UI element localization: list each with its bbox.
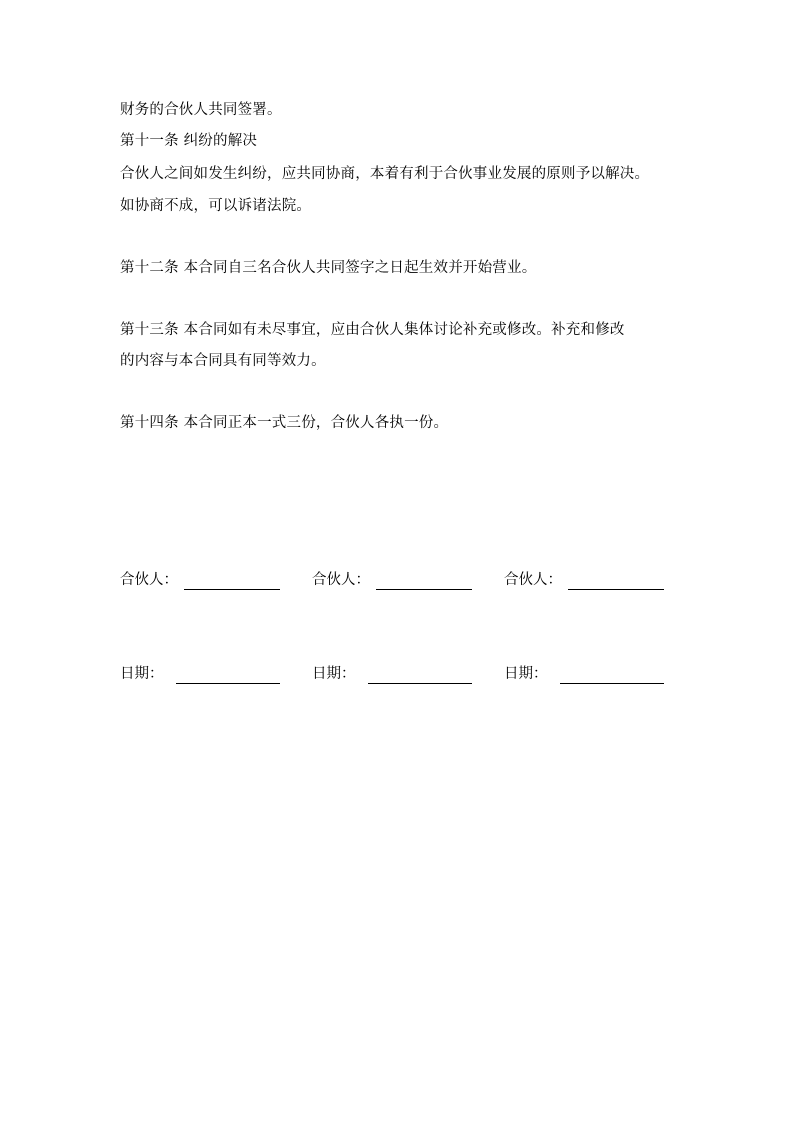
partner-signature-line — [376, 589, 472, 590]
partner-label: 合伙人： — [504, 572, 562, 588]
paragraph-finance-signature: 财务的合伙人共同签署。 — [120, 102, 282, 118]
date-signature-line — [368, 683, 472, 684]
date-signature-row — [120, 664, 680, 688]
article-13-line-2: 的内容与本合同具有同等效力。 — [120, 353, 326, 369]
date-label: 日期： — [504, 666, 548, 682]
date-signature-line — [176, 683, 280, 684]
date-signature-line — [560, 683, 664, 684]
article-11-body-line-1: 合伙人之间如发生纠纷，应共同协商，本着有利于合伙事业发展的原则予以解决。 — [120, 166, 650, 182]
partner-signature-line — [184, 589, 280, 590]
partner-label: 合伙人： — [120, 572, 178, 588]
partner-signature-row — [120, 570, 680, 594]
partner-signature-3 — [504, 570, 669, 594]
date-label: 日期： — [120, 666, 164, 682]
date-signature-3 — [504, 664, 669, 688]
partner-label: 合伙人： — [312, 572, 370, 588]
article-11-body-line-2: 如协商不成，可以诉诸法院。 — [120, 198, 312, 214]
article-12: 第十二条 本合同自三名合伙人共同签字之日起生效并开始营业。 — [120, 260, 537, 276]
date-signature-2 — [312, 664, 477, 688]
partner-signature-1 — [120, 570, 285, 594]
partner-signature-2 — [312, 570, 477, 594]
article-13-line-1: 第十三条 本合同如有未尽事宜，应由合伙人集体讨论补充或修改。补充和修改 — [120, 322, 625, 338]
partner-signature-line — [568, 589, 664, 590]
date-signature-1 — [120, 664, 285, 688]
date-label: 日期： — [312, 666, 356, 682]
article-14: 第十四条 本合同正本一式三份，合伙人各执一份。 — [120, 415, 449, 431]
article-11-heading: 第十一条 纠纷的解决 — [120, 133, 258, 149]
